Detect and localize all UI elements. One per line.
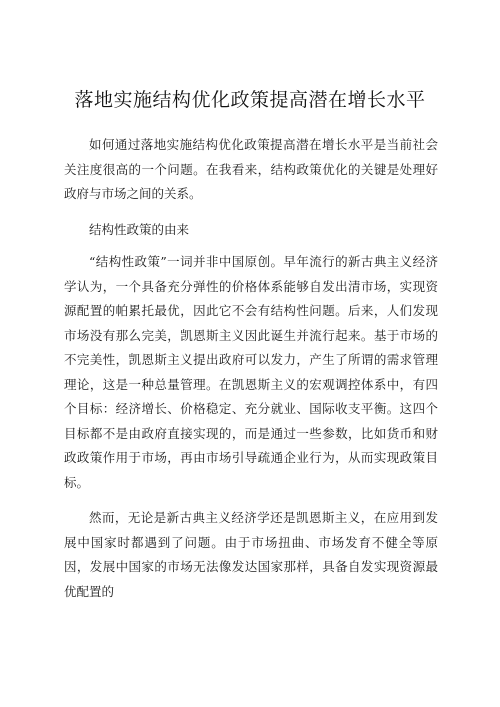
body-paragraph: 然而，无论是新古典主义经济学还是凯恩斯主义，在应用到发展中国家时都遇到了问题。由于市场扭曲、市场发育不健全等原因，发展中国家的市场无法像发达国家那样，具备自发实现资源最优配置的: [64, 510, 438, 599]
body-paragraph: “结构性政策”一词并非中国原创。早年流行的新古典主义经济学认为，一个具备充分弹性的价格体系能够自发出清市场，实现资源配置的帕累托最优，因此它不会有结构性问题。后来，人们发现市场没有那么完美，凯恩斯主义因此诞生并流行起来。基于市场的不完美性，凯恩斯主义提出政府可以发力，产生了所谓的需求管理理论，这是一种总量管理。在凯恩斯主义的宏观调控体系中，有四个目标：经济增长、价格稳定、充分就业、国际收支平衡。这四个目标都不是由政府直接实现的，而是通过一些参数，比如货币和财政政策作用于市场，再由市场引导疏通企业行为，从而实现政策目标。: [64, 254, 438, 490]
section-heading: 结构性政策的由来: [89, 221, 190, 237]
intro-paragraph: 如何通过落地实施结构优化政策提高潜在增长水平是当前社会关注度很高的一个问题。在我看来，结构政策优化的关键是处理好政府与市场之间的关系。: [64, 137, 438, 201]
document-body: [64, 133, 438, 615]
document-title: 落地实施结构优化政策提高潜在增长水平: [74, 89, 426, 111]
